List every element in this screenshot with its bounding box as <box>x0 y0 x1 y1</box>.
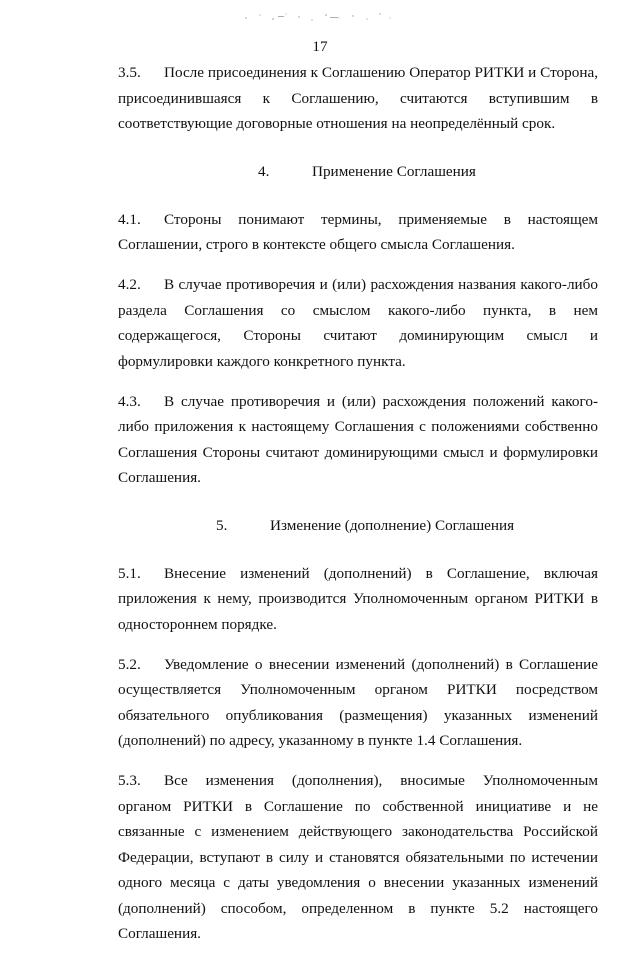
clause-3-5 <box>118 60 598 137</box>
page-number: 17 <box>312 38 328 55</box>
clause-number: 4.1. <box>118 210 141 228</box>
section-title: Изменение (дополнение) Соглашения <box>270 516 515 534</box>
clause-text: Уведомление о внесении изменений (дополнений) в Соглашение осуществляется Уполномоченным органом РИТКИ посредством обязательного опубликования (размещения) указанных изменений (дополнений) по адресу, указанному в пункте 1.4 Соглашения. <box>118 655 598 749</box>
clause-text: В случае противоречия и (или) расхождения названия какого-либо раздела Соглашения со смыслом какого-либо пункта, в нем содержащегося, Стороны считают доминирующим смысл и формулировки каждого конкретного пункта. <box>118 276 598 370</box>
clause-number: 5.1. <box>118 564 141 582</box>
section-number: 5. <box>216 516 228 534</box>
clause-text: После присоединения к Соглашению Оператор РИТКИ и Сторона, присоединившаяся к Соглашению, считаются вступившим в соответствующие договорные отношения на неопределённый срок. <box>118 64 598 132</box>
clause-4-2 <box>118 272 598 374</box>
section-number: 4. <box>258 162 270 180</box>
clause-number: 4.3. <box>118 392 141 410</box>
section-title: Применение Соглашения <box>312 162 476 180</box>
clause-text: Все изменения (дополнения), вносимые Уполномоченным органом РИТКИ в Соглашение по собственной инициативе и не связанные с изменением действующего законодательства Российской Федерации, вступают в силу и становятся обязательными по истечении одного месяца с даты уведомления о внесении указанных изменений (дополнений) способом, определенном в пункте 5.2 настоящего Соглашения. <box>118 772 598 942</box>
section-4-heading <box>118 159 598 184</box>
clause-number: 5.2. <box>118 655 141 673</box>
scan-artifact <box>238 6 398 26</box>
clause-number: 4.2. <box>118 276 141 293</box>
clause-4-3 <box>118 389 598 491</box>
section-5-heading <box>118 513 598 538</box>
clause-number: 5.3. <box>118 772 141 789</box>
document-body <box>118 60 598 961</box>
clause-text: В случае противоречия и (или) расхождения положений какого-либо приложения к настоящему Соглашения с положениями собственно Соглашения Стороны считают доминирующими смысл и формулировки Соглашения. <box>118 392 598 486</box>
clause-number: 3.5. <box>118 64 141 81</box>
clause-5-2 <box>118 652 598 754</box>
clause-text: Внесение изменений (дополнений) в Соглашение, включая приложения к нему, производится Уполномоченным органом РИТКИ в одностороннем порядке. <box>118 564 598 633</box>
clause-4-1 <box>118 207 598 258</box>
clause-text: Стороны понимают термины, применяемые в настоящем Соглашении, строго в контексте общего смысла Соглашения. <box>118 210 598 253</box>
clause-5-1 <box>118 561 598 638</box>
clause-5-3 <box>118 768 598 947</box>
